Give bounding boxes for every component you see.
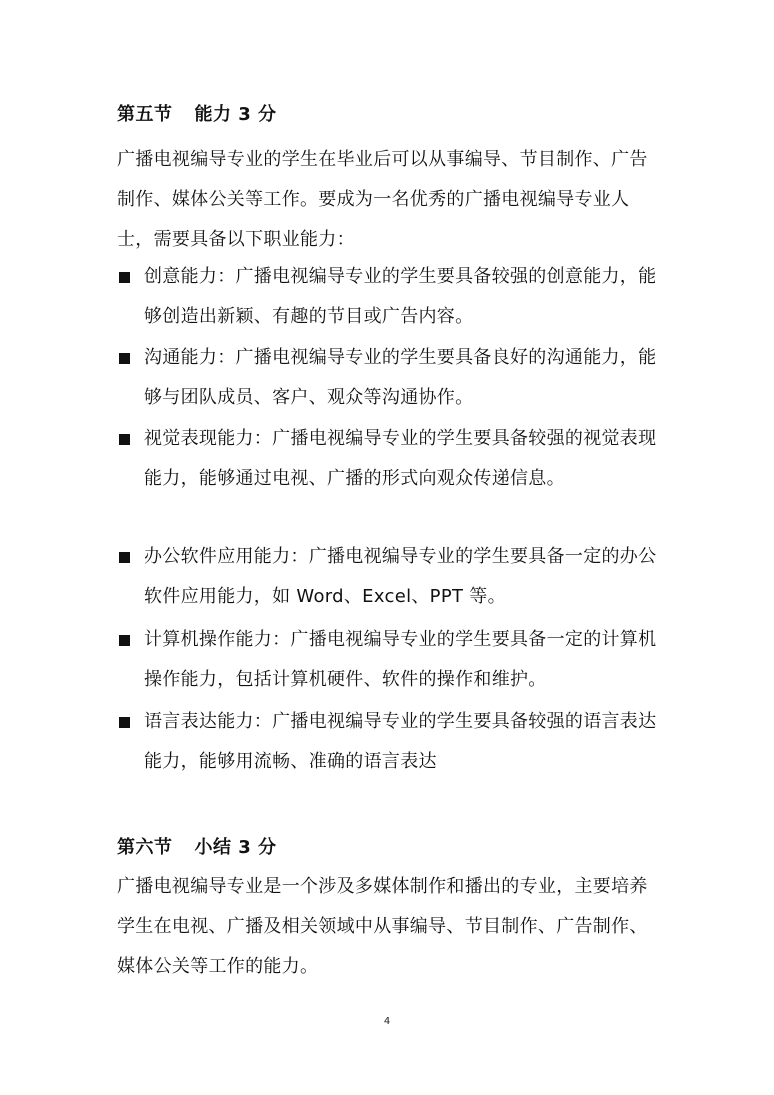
section-title: 能力 3 分 [194,104,277,125]
section-heading [117,100,277,126]
list-item-text: 创意能力：广播电视编导专业的学生要具备较强的创意能力，能够创造出新颖、有趣的节目或广告内容。 [144,266,657,327]
bullet-square-icon [119,552,130,563]
list-item-text: 视觉表现能力：广播电视编导专业的学生要具备较强的视觉表现能力，能够通过电视、广播的形式向观众传递信息。 [144,428,657,489]
bullet-square-icon [119,353,130,364]
intro-paragraph: 广播电视编导专业的学生在毕业后可以从事编导、节目制作、广告制作、媒体公关等工作。要成为一名优秀的广播电视编导专业人士，需要具备以下职业能力： [117,149,648,250]
bullet-square-icon [119,635,130,646]
section-title: 小结 3 分 [194,837,277,858]
section-number: 第六节 [117,837,173,858]
bullet-square-icon [119,434,130,445]
bullet-square-icon [119,717,130,728]
list-item [117,702,662,782]
summary-paragraph: 广播电视编导专业是一个涉及多媒体制作和播出的专业，主要培养学生在电视、广播及相关领域中从事编导、节目制作、广告制作、媒体公关等工作的能力。 [117,876,648,977]
page-number: 4 [383,1016,391,1027]
list-item [117,537,662,617]
list-item [117,257,662,337]
list-item-text: 沟通能力：广播电视编导专业的学生要具备良好的沟通能力，能够与团队成员、客户、观众等沟通协作。 [144,347,657,408]
list-item [117,338,662,418]
list-item [117,419,662,499]
list-item-text: 计算机操作能力：广播电视编导专业的学生要具备一定的计算机操作能力，包括计算机硬件、软件的操作和维护。 [144,629,657,690]
bullet-square-icon [119,272,130,283]
list-item [117,620,662,700]
list-item-text: 办公软件应用能力：广播电视编导专业的学生要具备一定的办公软件应用能力，如 Word、Excel、PPT 等。 [144,546,657,607]
section-number: 第五节 [117,104,173,125]
section-heading [117,833,277,859]
list-item-text: 语言表达能力：广播电视编导专业的学生要具备较强的语言表达能力，能够用流畅、准确的语言表达 [144,711,657,772]
